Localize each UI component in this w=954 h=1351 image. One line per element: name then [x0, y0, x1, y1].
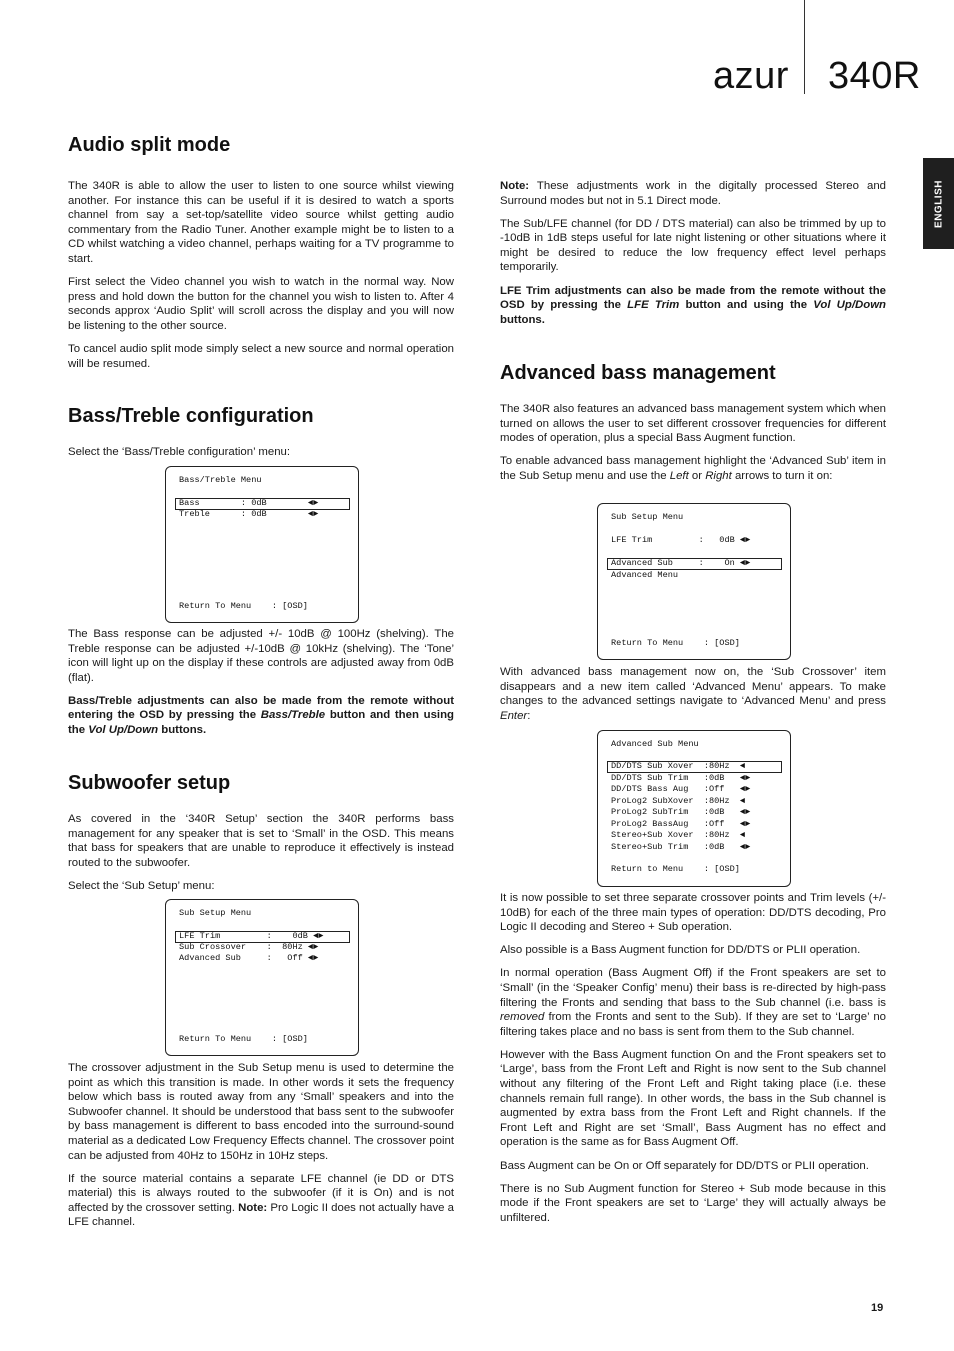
osd-title: Sub Setup Menu — [179, 908, 252, 918]
subwoofer-body — [68, 1061, 454, 1239]
paragraph: The 340R also features an advanced bass management system which when turned on allows the user to set different crossover frequencies for different modes of operation, plus a special Bass Augment function. — [500, 403, 886, 445]
remote-note: LFE Trim adjustments can also be made from the remote without the OSD by pressing the LFE Trim button and using the Vol Up/Down buttons. — [500, 284, 887, 326]
page-number: 19 — [871, 1302, 884, 1314]
heading-bass-treble: Bass/Treble configuration — [68, 405, 314, 427]
paragraph: To cancel audio split mode simply select a new source and normal operation will be resumed. — [68, 342, 454, 370]
osd-bass-treble-menu — [165, 466, 359, 623]
paragraph: The 340R is able to allow the user to listen to one source whilst viewing another. For instance this can be useful if it is desired to watch a sports channel from say a set-top/satellite video source whilst getting audio commentary from the Radio Tuner. Another example might be to listen to a CD whilst watching a video channel, perhaps waiting for a TV programme to start. — [68, 180, 454, 265]
advanced-menu-intro — [500, 665, 886, 732]
osd-title: Advanced Sub Menu — [611, 739, 699, 749]
brand-azur: azur — [713, 55, 789, 97]
osd-row: Advanced Sub : On ◄► — [611, 558, 751, 568]
osd-row: ProLog2 SubTrim :0dB ◄► — [611, 807, 751, 817]
paragraph: With advanced bass management now on, the ‘Sub Crossover’ item disappears and a new item called ‘Advanced Menu’ appears. To make changes to the advanced settings navigate to ‘Advanced Menu’ and press Enter: — [500, 666, 886, 722]
paragraph: The Bass response can be adjusted +/- 10dB @ 100Hz (shelving). The Treble response can be adjusted +/-10dB @ 10kHz (shelving). The ‘Tone’ icon will light up on the display if these controls are adjusted away from 0dB (flat). — [68, 628, 454, 684]
advanced-body — [500, 891, 886, 1234]
osd-row: Advanced Sub : Off ◄► — [179, 953, 319, 963]
paragraph: Select the ‘Bass/Treble configuration’ menu: — [68, 446, 291, 458]
osd-title: Bass/Treble Menu — [179, 475, 262, 485]
osd-row: Sub Crossover : 80Hz ◄► — [179, 942, 319, 952]
remote-note: Bass/Treble adjustments can also be made from the remote without entering the OSD by pressing the Bass/Treble button and then using the Vol Up/Down buttons. — [68, 694, 455, 737]
language-tab — [923, 158, 954, 249]
note-paragraph: Note: These adjustments work in the digitally processed Stereo and Surround modes but not in 5.1 Direct mode. — [500, 180, 886, 207]
osd-row: LFE Trim : 0dB ◄► — [179, 931, 324, 941]
osd-row: DD/DTS Sub Trim :0dB ◄► — [611, 772, 751, 783]
osd-title: Sub Setup Menu — [611, 512, 684, 522]
osd-row: Stereo+Sub Xover :80Hz ◄ — [611, 830, 746, 840]
brand-model: 340R — [828, 55, 921, 97]
paragraph: Bass Augment can be On or Off separately for DD/DTS or PLII operation. — [500, 1159, 869, 1172]
paragraph: The crossover adjustment in the Sub Setup menu is used to determine the point as which this transition is made. In other words it sets the frequency below which bass is routed away from any ‘Small’ speakers and into the Subwoofer channel. It should be understood that bass sent to the subwoofer by bass management is different to bass encoded into the surround-sound material as a dedicated Low Frequency Effects channel. The crossover point can be adjusted from 40Hz to 150Hz in 10Hz steps. — [68, 1062, 454, 1162]
heading-advanced-bass: Advanced bass management — [500, 362, 776, 384]
bass-treble-body — [68, 627, 454, 746]
osd-row: LFE Trim : 0dB ◄► — [611, 535, 751, 545]
osd-row: Stereo+Sub Trim :0dB ◄► — [611, 841, 751, 852]
bass-treble-intro — [68, 445, 454, 468]
subwoofer-intro — [68, 812, 454, 902]
language-label: ENGLISH — [933, 179, 944, 228]
osd-footer: Return to Menu : [OSD] — [611, 864, 740, 874]
paragraph: As covered in the ‘340R Setup’ section the 340R performs bass management for any speaker that is set to ‘Small’ in the OSD. This means that bass for speakers that are unable to reproduce it effectively is instead routed to the subwoofer. — [68, 813, 454, 869]
osd-row: DD/DTS Bass Aug :Off ◄► — [611, 784, 751, 794]
advanced-intro — [500, 402, 886, 492]
osd-footer: Return To Menu : [OSD] — [611, 638, 740, 648]
paragraph: Select the ‘Sub Setup’ menu: — [68, 879, 215, 892]
heading-subwoofer-setup: Subwoofer setup — [68, 772, 231, 794]
paragraph: In normal operation (Bass Augment Off) if the Front speakers are set to ‘Small’ (in the ‘Speaker Config’ menu) their bass is re-directed by high-pass filtering the Fronts and sending that bass to the Sub channel (i.e. bass is removed from the Fronts and sent to the Sub). If they are set to ‘Large’ no filtering takes place and no bass is sent from them to the Sub channel. — [500, 967, 886, 1038]
audio-split-body — [68, 179, 454, 380]
osd-advanced-sub-menu — [597, 730, 791, 887]
osd-sub-setup-advanced — [597, 503, 791, 660]
paragraph: To enable advanced bass management highlight the ‘Advanced Sub’ item in the Sub Setup menu and use the Left or Right arrows to turn it on: — [500, 455, 886, 482]
osd-footer: Return To Menu : [OSD] — [179, 601, 308, 611]
paragraph: There is no Sub Augment function for Stereo + Sub mode because in this mode if the Front speakers are set to ‘Large’ they will actually always be unfiltered. — [500, 1182, 886, 1224]
osd-row: Bass : 0dB ◄► — [179, 498, 319, 508]
osd-row: ProLog2 SubXover :80Hz ◄ — [611, 795, 746, 806]
header-divider — [804, 0, 805, 94]
osd-row: Treble : 0dB ◄► — [179, 509, 319, 519]
paragraph: First select the Video channel you wish to watch in the normal way. Now press and hold down the button for the channel you wish to listen to. After 4 seconds approx ‘Audio Split’ will scroll across the display and you will now be listening to the other source. — [68, 276, 454, 332]
paragraph: However with the Bass Augment function On and the Front speakers set to ‘Large’, bass from the Front Left and Right is now sent to the Sub channel without any filtering of the Front Left and Right taking place (i.e. these channels remain full range). In other words, the bass in the Sub channel is augmented by extra bass from the Front Left and Right channels. If the Front Left and Right are set ‘Small’, Bass Augment has no effect and operation is the same as for Bass Augment Off. — [500, 1048, 886, 1149]
osd-sub-setup-menu — [165, 899, 359, 1056]
trim-notes — [500, 179, 886, 336]
osd-row: ProLog2 BassAug :Off ◄► — [611, 818, 751, 829]
paragraph: It is now possible to set three separate crossover points and Trim levels (+/- 10dB) for each of the three main types of operation: DD/DTS decoding, Pro Logic II decoding and Stereo + Sub operation. — [500, 892, 886, 934]
osd-row: Advanced Menu — [611, 570, 679, 580]
paragraph: Also possible is a Bass Augment function for DD/DTS or PLII operation. — [500, 944, 861, 957]
osd-row: DD/DTS Sub Xover :80Hz ◄ — [611, 761, 746, 771]
paragraph: If the source material contains a separate LFE channel (ie DD or DTS material) this is always routed to the subwoofer (if it is On) and is not affected by the crossover setting. Note: Pro Logic II does not actually have a LFE channel. — [68, 1172, 455, 1229]
paragraph: The Sub/LFE channel (for DD / DTS material) can also be trimmed by up to -10dB in 1dB steps useful for late night listening or other situations where it might be desired to reduce the low frequency effect level perhaps temporarily. — [500, 217, 886, 274]
heading-audio-split: Audio split mode — [68, 134, 231, 156]
osd-footer: Return To Menu : [OSD] — [179, 1034, 308, 1044]
